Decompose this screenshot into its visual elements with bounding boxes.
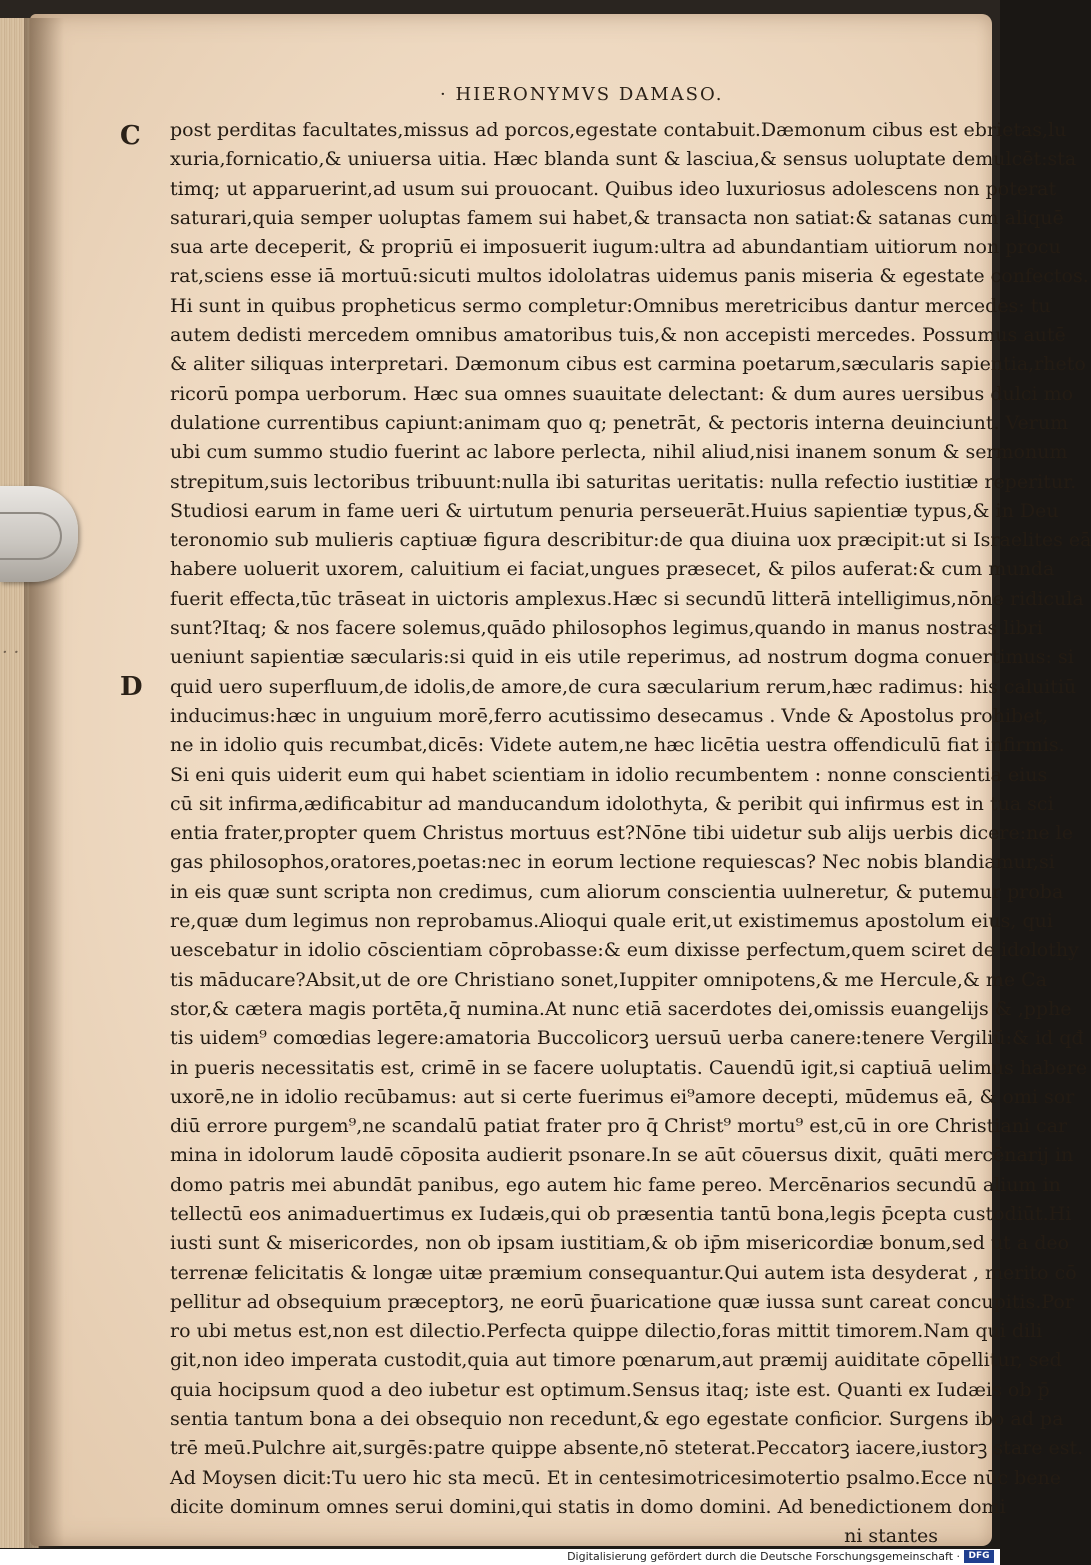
text-line: inducimus:hæc in unguium morē,ferro acutissimo desecamus . Vnde & Apostolus prohibet, — [170, 704, 1049, 727]
text-line: & aliter siliquas interpretari. Dæmonum cibus est carmina poetarum,sæcularis sapientia,rheto — [170, 353, 1086, 376]
text-line: ricorū pompa uerborum. Hæc sua omnes suauitate delectant: & dum aures uersibus dulci mo — [170, 382, 1074, 405]
text-line: tis māducare?Absit,ut de ore Christiano sonet,Iuppiter omnipotens,& me Hercule,& me Ca — [170, 968, 1047, 991]
text-line: re,quæ dum legimus non reprobamus.Alioqui quale erit,ut existimemus apostolum eius, qui — [170, 910, 1053, 933]
text-line: in pueris necessitatis est, crimē in se facere uoluptatis. Cauendū igit,si captiuā uelimus habere — [170, 1056, 1088, 1079]
text-line: stor,& cætera magis portēta,q̄ numina.At nunc etiā sacerdotes dei,omissis euangelijs & ,pphe — [170, 997, 1072, 1020]
text-line: uescebatur in idolio cōscientiam cōprobasse:& eum dixisse perfectum,quem sciret de idolothy — [170, 939, 1079, 962]
text-line: sua arte deceperit, & propriū ei imposuerit iugum:ultra ad abundantiam uitiorum non procu — [170, 236, 1061, 259]
text-line: Si eni quis uiderit eum qui habet scientiam in idolio recumbentem : nonne conscientia eius — [170, 763, 1048, 786]
text-line: ueniunt sapientiæ sæcularis:si quid in eis utile reperimus, ad nostrum dogma conuertimus: si — [170, 646, 1074, 669]
body-text — [170, 116, 1091, 1552]
text-line: trē meū.Pulchre ait,surgēs:patre quippe absente,nō steterat.Peccatorꝫ iacere,iustorꝫ stare est. — [170, 1437, 1084, 1460]
text-line: mina in idolorum laudē cōposita audierit psonare.In se aūt cōuersus dixit, quāti mercēnarij in — [170, 1144, 1074, 1167]
text-line: Hi sunt in quibus propheticus sermo completur:Omnibus meretricibus dantur mercedes: tu — [170, 294, 1051, 317]
text-line: ne in idolio quis recumbat,dicēs: Videte autem,ne hæc licētia uestra offendiculū fiat infirmis. — [170, 734, 1065, 757]
text-line: cū sit infirma,ædificabitur ad manducandum idolothyta, & peribit qui infirmus est in tua sci — [170, 792, 1054, 815]
text-line: sunt?Itaq; & nos facere solemus,quādo philosophos legimus,quando in manus nostras libri — [170, 617, 1043, 640]
text-line: strepitum,suis lectoribus tribuunt:nulla ibi saturitas ueritatis: nulla refectio iustitiæ reperitur. — [170, 470, 1077, 493]
text-line: ubi cum summo studio fuerint ac labore perlecta, nihil aliud,nisi inanem sonum & sermonum — [170, 441, 1068, 464]
text-line: quid uero superfluum,de idolis,de amore,de cura sæcularium rerum,hæc radimus: his caluitiū — [170, 675, 1077, 698]
dfg-logo: DFG — [964, 1550, 994, 1563]
text-line: sentia tantum bona a dei obsequio non recedunt,& ego egestate conficior. Surgens ibo ad pa — [170, 1408, 1064, 1431]
text-line: git,non ideo imperata custodit,quia aut timore pœnarum,aut præmij auiditate cōpellitur, sed — [170, 1349, 1062, 1372]
text-line: Studiosi earum in fame ueri & uirtutum penuria perseuerāt.Huius sapientiæ typus,& in Deu — [170, 499, 1059, 522]
text-line: gas philosophos,oratores,poetas:nec in eorum lectione requiescas? Nec nobis blandiamur,si — [170, 851, 1055, 874]
text-line: uxorē,ne in idolio recūbamus: aut si certe fuerimus ei⁹amore decepti, mūdemus eā, & omi sor — [170, 1085, 1075, 1108]
funding-credit: Digitalisierung gefördert durch die Deutsche Forschungsgemeinschaft · — [567, 1550, 960, 1563]
section-marker-d: D — [120, 672, 143, 702]
text-line: terrenæ felicitatis & longæ uitæ præmium consequantur.Qui autem ista desyderat , merito cō — [170, 1261, 1077, 1284]
text-line: domo patris mei abundāt panibus, ego autem hic fame pereo. Mercēnarios secundū alium in — [170, 1173, 1061, 1196]
text-line: dicite dominum omnes serui domini,qui statis in domo domini. Ad benedictionem domi — [170, 1495, 1006, 1518]
text-line: saturari,quia semper uoluptas famem sui habet,& transacta non satiat:& satanas cum aliquē — [170, 206, 1064, 229]
text-line: autem dedisti mercedem omnibus amatoribus tuis,& non accepisti mercedes. Possumus autē — [170, 324, 1066, 347]
text-line: ro ubi metus est,non est dilectio.Perfecta quippe dilectio,foras mittit timorem.Nam qui dili — [170, 1320, 1043, 1343]
text-line: teronomio sub mulieris captiuæ figura describitur:de qua diuina uox præcipit:ut si Israelites eā — [170, 529, 1091, 552]
text-line: fuerit effecta,tūc trāseat in uictoris amplexus.Hæc si secundū litterā intelligimus,nōne ridicula — [170, 587, 1084, 610]
text-line: tellectū eos animaduertimus ex Iudæis,qui ob præsentia tantū bona,legis p̄cepta custodiūt.Hi — [170, 1202, 1072, 1225]
text-line: pellitur ad obsequium præceptorꝫ, ne eorū p̄uaricatione quæ iussa sunt careat concupitis.Por — [170, 1290, 1074, 1313]
text-line: habere uoluerit uxorem, caluitium ei faciat,ungues præsecet, & pilos auferat:& cum munda — [170, 558, 1055, 581]
text-line: entia frater,propter quem Christus mortuus est?Nōne tibi uidetur sub alijs uerbis dicere:ne le — [170, 822, 1073, 845]
text-line: timq; ut apparuerint,ad usum sui prouocant. Quibus ideo luxuriosus adolescens non poterat — [170, 177, 1057, 200]
text-line: Ad Moysen dicit:Tu uero hic sta mecū. Et in centesimotricesimotertio psalmo.Ecce nūc bene — [170, 1466, 1062, 1489]
page-clip-loop — [0, 512, 62, 560]
section-marker-c: C — [120, 121, 141, 151]
margin-notes: · · — [2, 642, 20, 663]
text-line: diū errore purgem⁹,ne scandalū patiat frater pro q̄ Christ⁹ mortu⁹ est,cū in ore Christiani car — [170, 1115, 1068, 1138]
text-line: tis uidem⁹ comœdias legere:amatoria Buccolicorꝫ uersuū uerba canere:tenere Vergiliū:& id qđ — [170, 1027, 1084, 1050]
text-line: ni stantes — [844, 1525, 938, 1548]
text-line: iusti sunt & misericordes, non ob ipsam iustitiam,& ob ip̄m misericordiæ bonum,sed ut a deo — [170, 1232, 1070, 1255]
text-line: post perditas facultates,missus ad porcos,egestate contabuit.Dæmonum cibus est ebrietas,lu — [170, 119, 1067, 141]
running-head: · HIERONYMVS DAMASO. — [440, 84, 724, 105]
text-line: in eis quæ sunt scripta non credimus, cum aliorum conscientia uulneretur, & putemur proba — [170, 880, 1064, 903]
text-line: rat,sciens esse iā mortuū:sicuti multos idololatras uidemus panis miseria & egestate confectos. — [170, 265, 1089, 288]
text-line: xuria,fornicatio,& uniuersa uitia. Hæc blanda sunt & lasciua,& sensus uoluptate demulcēt:sta — [170, 148, 1077, 171]
text-line: dulatione currentibus capiunt:animam quo q; penetrāt, & pectoris interna deuinciunt. Verum — [170, 411, 1069, 434]
text-line: quia hocipsum quod a deo iubetur est optimum.Sensus itaq; iste est. Quanti ex Iudæis ob p̄ — [170, 1378, 1050, 1401]
